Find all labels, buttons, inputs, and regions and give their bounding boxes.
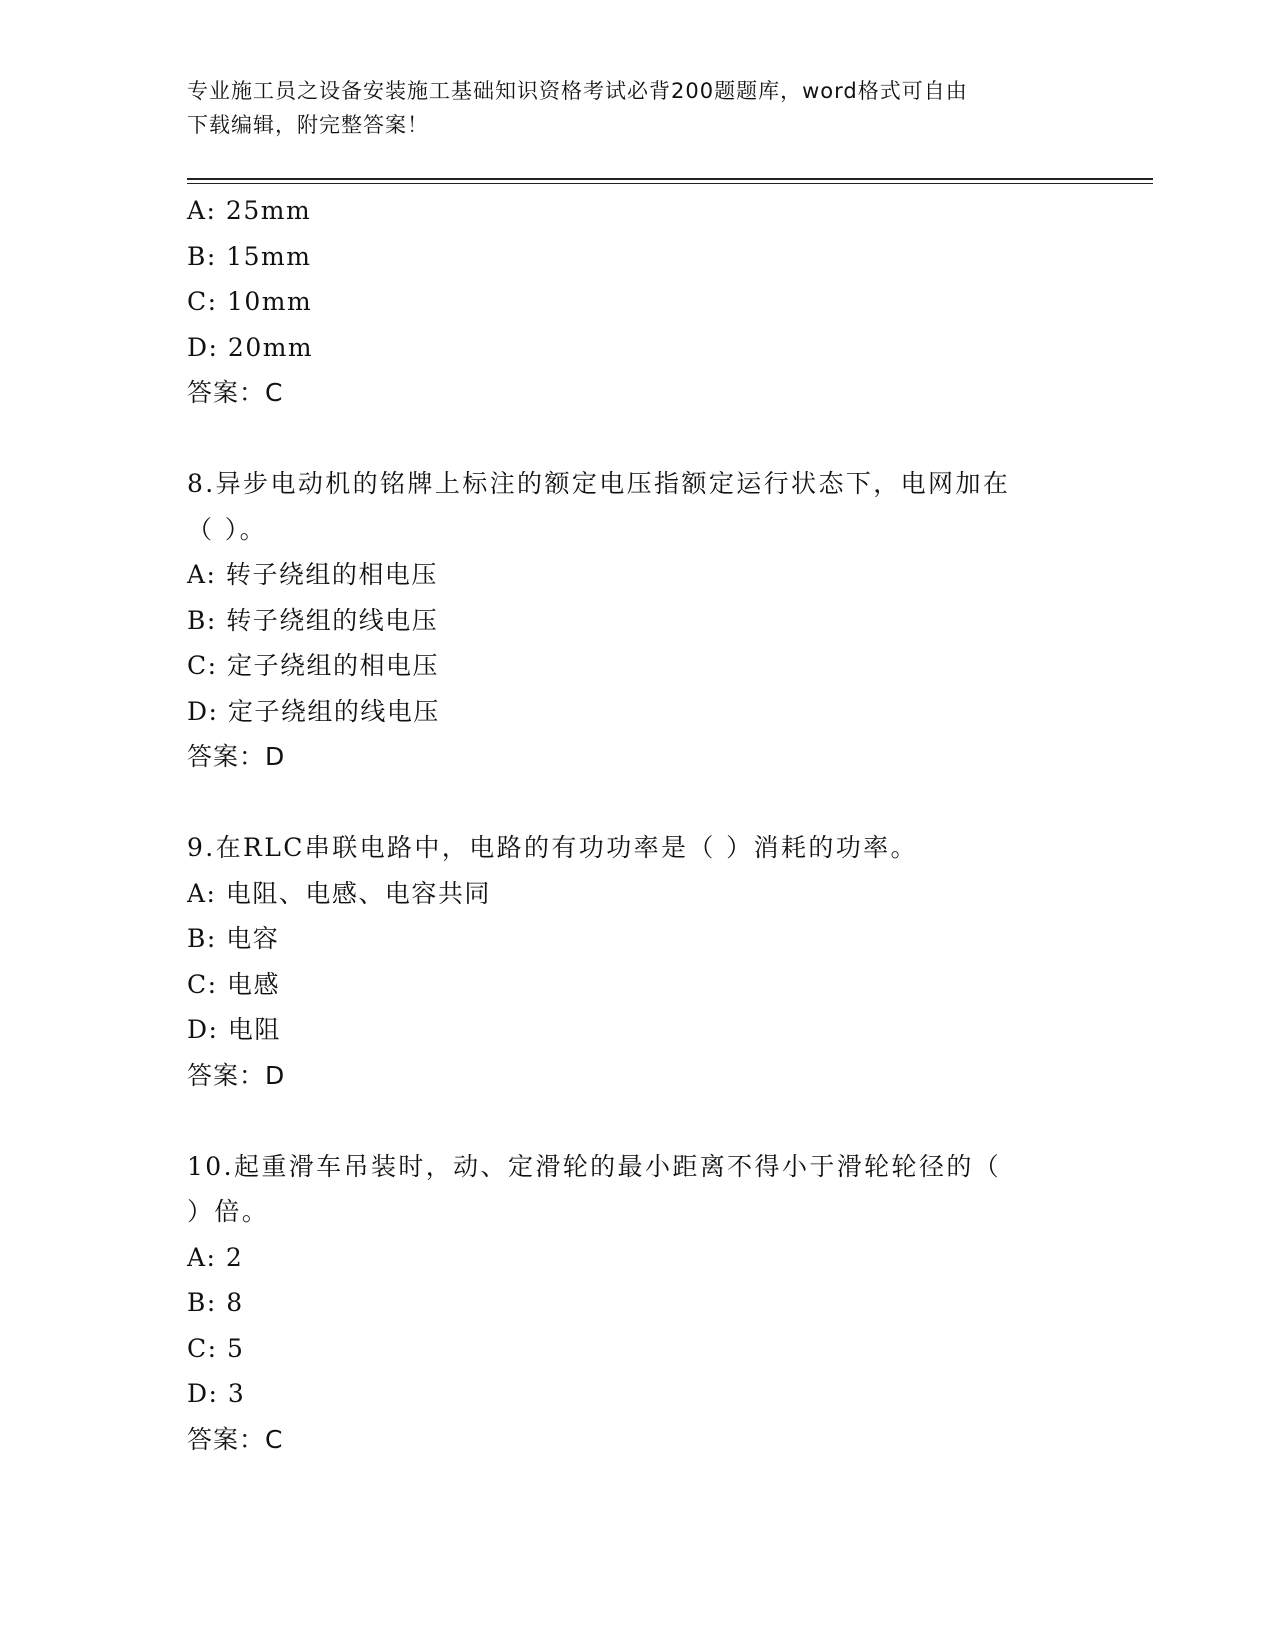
option-b: B: 8 xyxy=(187,1288,244,1317)
question-text: 9.在RLC串联电路中，电路的有功功率是（ ）消耗的功率。 xyxy=(187,833,918,862)
option-b: B: 电容 xyxy=(187,924,280,953)
header-rule-thick xyxy=(187,178,1153,180)
question-text: 10.起重滑车吊装时，动、定滑轮的最小距离不得小于滑轮轮径的（ xyxy=(187,1151,1002,1181)
option-a: A: 2 xyxy=(187,1242,244,1272)
question-10 xyxy=(187,1144,1087,1463)
option-d: D: 20mm xyxy=(187,332,314,362)
answer-line: 答案：C xyxy=(187,378,284,407)
answer-line: 答案：D xyxy=(187,1060,286,1090)
document-header xyxy=(187,74,1087,142)
option-a: A: 转子绕组的相电压 xyxy=(187,560,438,589)
option-c: C: 定子绕组的相电压 xyxy=(187,651,439,680)
option-c: C: 5 xyxy=(187,1333,245,1363)
answer-line: 答案：C xyxy=(187,1424,284,1454)
option-b: B: 转子绕组的线电压 xyxy=(187,605,439,635)
question-text: 8.异步电动机的铭牌上标注的额定电压指额定运行状态下，电网加在 xyxy=(187,469,1011,498)
option-b: B: 15mm xyxy=(187,241,312,271)
option-d: D: 定子绕组的线电压 xyxy=(187,696,440,726)
option-a: A: 电阻、电感、电容共同 xyxy=(187,878,491,908)
header-line-2: 下载编辑，附完整答案！ xyxy=(187,113,429,137)
option-c: C: 电感 xyxy=(187,969,280,999)
question-9 xyxy=(187,825,1087,1098)
header-rule-thin xyxy=(187,183,1153,184)
answer-line: 答案：D xyxy=(187,742,286,771)
option-c: C: 10mm xyxy=(187,287,313,316)
option-d: D: 电阻 xyxy=(187,1015,281,1044)
partial-question xyxy=(187,188,1087,416)
header-line-1: 专业施工员之设备安装施工基础知识资格考试必背200题题库，word格式可自由 xyxy=(187,79,968,103)
option-a: A: 25mm xyxy=(187,196,312,225)
question-text-cont: ）倍。 xyxy=(187,1197,270,1226)
question-text-cont: （ ）。 xyxy=(187,514,268,544)
option-d: D: 3 xyxy=(187,1379,246,1408)
document-body xyxy=(187,188,1087,1462)
question-8 xyxy=(187,461,1087,780)
